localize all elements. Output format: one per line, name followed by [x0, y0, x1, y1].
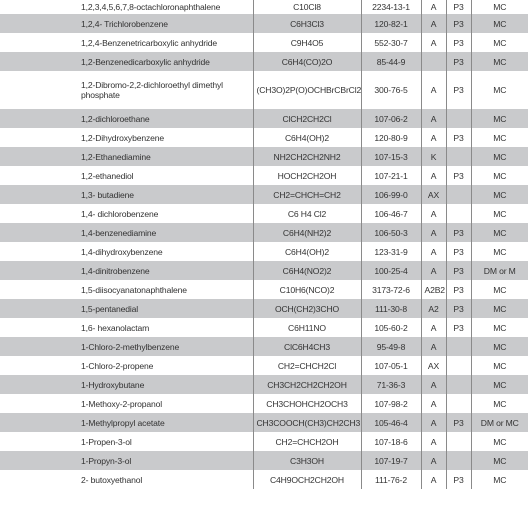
cell-class: A	[421, 204, 446, 223]
cell-method: MC	[471, 14, 528, 33]
cell-class: A	[421, 413, 446, 432]
cell-cas-number: 106-46-7	[361, 204, 421, 223]
table-row	[0, 413, 528, 432]
cell-chemical-name: 1,4-benzenediamine	[0, 223, 253, 242]
cell-method: MC	[471, 223, 528, 242]
cell-formula: C6H3Cl3	[253, 14, 361, 33]
cell-protection: P3	[446, 413, 471, 432]
table-row	[0, 166, 528, 185]
cell-method: MC	[493, 85, 507, 95]
table-row	[0, 147, 528, 166]
cell-protection: P3	[446, 223, 471, 242]
cell-method: MC	[471, 109, 528, 128]
cell-protection: P3	[446, 52, 471, 71]
cell-class: A	[421, 33, 446, 52]
table-row	[0, 128, 528, 147]
table-row	[0, 394, 528, 413]
cell-chemical-name: 1,2,4- Trichlorobenzene	[0, 14, 253, 33]
cell-class: A	[421, 166, 446, 185]
cell-chemical-name: 1-Chloro-2-propene	[0, 356, 253, 375]
cell-protection	[446, 356, 471, 375]
cell-method: MC	[493, 132, 507, 143]
cell-class: A2	[421, 299, 446, 318]
cell-method: MC	[493, 246, 507, 257]
cell-formula: C6H4(CO)2O	[253, 52, 361, 71]
cell-chemical-name: 1,5-diisocyanatonaphthalene	[0, 280, 253, 299]
table-row	[0, 318, 528, 337]
cell-method: MC	[493, 436, 507, 447]
cell-cas-number: 107-18-6	[361, 432, 421, 451]
table-row	[0, 280, 528, 299]
cell-cas-number: 3173-72-6	[361, 280, 421, 299]
table-row	[0, 52, 528, 71]
cell-cas-number: 107-19-7	[361, 451, 421, 470]
cell-method: DM or M	[471, 261, 528, 280]
cell-formula: C6H4(NO2)2	[253, 261, 361, 280]
cell-chemical-name: 1-Propyn-3-ol	[0, 451, 253, 470]
cell-protection: P3	[446, 318, 471, 337]
cell-class: A	[421, 242, 446, 261]
table-row	[0, 242, 528, 261]
cell-class: A2B2	[421, 280, 446, 299]
cell-chemical-name: 1,6- hexanolactam	[0, 318, 253, 337]
cell-chemical-name: 2- butoxyethanol	[0, 470, 253, 489]
cell-formula: C6H4(OH)2	[253, 242, 361, 261]
table-row	[0, 14, 528, 33]
cell-class: A	[421, 470, 446, 489]
table-row	[0, 185, 528, 204]
cell-cas-number: 71-36-3	[361, 375, 421, 394]
cell-chemical-name: 1-Methylpropyl acetate	[0, 413, 253, 432]
cell-formula: C10H6(NCO)2	[253, 280, 361, 299]
cell-method: MC	[493, 2, 507, 12]
table-row	[0, 375, 528, 394]
cell-class: AX	[421, 356, 446, 375]
cell-cas-number: 111-30-8	[361, 299, 421, 318]
cell-method: MC	[493, 284, 507, 295]
table-row	[0, 109, 528, 128]
cell-chemical-name: 1,2,4-Benzenetricarboxylic anhydride	[0, 33, 253, 52]
cell-method: MC	[493, 208, 507, 219]
cell-formula: C6H4(OH)2	[253, 128, 361, 147]
cell-protection: P3	[446, 242, 471, 261]
cell-cas-number: 106-50-3	[361, 223, 421, 242]
cell-class: AX	[421, 185, 446, 204]
cell-formula: C4H9OCH2CH2OH	[253, 470, 361, 489]
cell-method: MC	[471, 147, 528, 166]
cell-class: A	[421, 318, 446, 337]
cell-cas-number: 100-25-4	[361, 261, 421, 280]
cell-chemical-name: 1,3- butadiene	[0, 185, 253, 204]
cell-formula: ClCH2CH2Cl	[253, 109, 361, 128]
table-row	[0, 470, 528, 489]
cell-chemical-name: 1,2-Benzenedicarboxylic anhydride	[0, 52, 253, 71]
cell-formula: OCH(CH2)3CHO	[253, 299, 361, 318]
cell-cas-number: 552-30-7	[361, 33, 421, 52]
table-row	[0, 451, 528, 470]
table-row	[0, 299, 528, 318]
cell-chemical-name: 1,5-pentanedial	[0, 299, 253, 318]
cell-cas-number: 85-44-9	[361, 52, 421, 71]
cell-protection	[446, 204, 471, 223]
cell-protection	[446, 394, 471, 413]
cell-chemical-name: 1,4-dihydroxybenzene	[0, 242, 253, 261]
cell-method: DM or MC	[471, 413, 528, 432]
cell-formula: C10Cl8	[253, 0, 361, 14]
cell-formula: CH2=CHCH=CH2	[253, 185, 361, 204]
cell-class: A	[421, 375, 446, 394]
cell-class: A	[421, 128, 446, 147]
cell-chemical-name: 1,2,3,4,5,6,7,8-octachloronaphthalene	[0, 0, 253, 14]
cell-cas-number: 111-76-2	[361, 470, 421, 489]
cell-chemical-name: 1-Propen-3-ol	[0, 432, 253, 451]
cell-class: A	[421, 223, 446, 242]
cell-method: MC	[471, 299, 528, 318]
cell-protection	[446, 337, 471, 356]
cell-formula: CH3CHOHCH2OCH3	[253, 394, 361, 413]
cell-cas-number: 107-98-2	[361, 394, 421, 413]
cell-method: MC	[471, 375, 528, 394]
table-row	[0, 261, 528, 280]
table-row	[0, 71, 528, 109]
cell-protection: P3	[446, 14, 471, 33]
cell-chemical-name: 1,2-Ethanediamine	[0, 147, 253, 166]
cell-cas-number: 105-46-4	[361, 413, 421, 432]
cell-protection	[446, 147, 471, 166]
cell-formula: C3H3OH	[253, 451, 361, 470]
cell-protection: P3	[446, 280, 471, 299]
cell-class: A	[421, 0, 446, 14]
cell-chemical-name: 1,2-Dihydroxybenzene	[0, 128, 253, 147]
cell-formula: CH2=CHCH2Cl	[253, 356, 361, 375]
cell-chemical-name: 1,2-dichloroethane	[0, 109, 253, 128]
cell-protection: P3	[446, 166, 471, 185]
cell-cas-number: 105-60-2	[361, 318, 421, 337]
cell-cas-number: 123-31-9	[361, 242, 421, 261]
cell-formula: HOCH2CH2OH	[253, 166, 361, 185]
cell-cas-number: 120-82-1	[361, 14, 421, 33]
cell-formula: CH2=CHCH2OH	[253, 432, 361, 451]
cell-protection: P3	[446, 33, 471, 52]
table-row	[0, 223, 528, 242]
cell-protection	[446, 375, 471, 394]
cell-class: A	[421, 14, 446, 33]
cell-formula: CH3CH2CH2CH2OH	[253, 375, 361, 394]
cell-formula: C9H4O5	[253, 33, 361, 52]
cell-cas-number: 2234-13-1	[361, 0, 421, 14]
cell-cas-number: 107-21-1	[361, 166, 421, 185]
cell-method: MC	[493, 37, 507, 48]
cell-chemical-name: 1,4- dichlorobenzene	[0, 204, 253, 223]
cell-class: A	[421, 451, 446, 470]
cell-protection	[446, 451, 471, 470]
cell-method: MC	[493, 360, 507, 371]
cell-class: K	[421, 147, 446, 166]
cell-chemical-name: 1-Hydroxybutane	[0, 375, 253, 394]
cell-cas-number: 107-06-2	[361, 109, 421, 128]
table-row	[0, 337, 528, 356]
cell-formula: NH2CH2CH2NH2	[253, 147, 361, 166]
cell-chemical-name: 1,2-Dibromo-2,2-dichloroethyl dimethyl phosphate	[0, 71, 253, 109]
table-row	[0, 33, 528, 52]
cell-cas-number: 95-49-8	[361, 337, 421, 356]
cell-class: A	[421, 71, 446, 109]
cell-class: A	[421, 337, 446, 356]
cell-method: MC	[493, 170, 507, 181]
cell-protection	[446, 185, 471, 204]
cell-protection: P3	[446, 0, 471, 14]
cell-formula: ClC6H4CH3	[253, 337, 361, 356]
cell-class: A	[421, 432, 446, 451]
cell-protection	[446, 432, 471, 451]
cell-cas-number: 107-05-1	[361, 356, 421, 375]
cell-cas-number: 300-76-5	[361, 71, 421, 109]
table-row	[0, 432, 528, 451]
cell-chemical-name: 1-Chloro-2-methylbenzene	[0, 337, 253, 356]
cell-class: A	[421, 261, 446, 280]
cell-protection: P3	[446, 128, 471, 147]
cell-method: MC	[471, 337, 528, 356]
cell-cas-number: 120-80-9	[361, 128, 421, 147]
cell-class: A	[421, 109, 446, 128]
cell-class	[421, 52, 446, 71]
cell-chemical-name: 1-Methoxy-2-propanol	[0, 394, 253, 413]
cell-chemical-name: 1,2-ethanediol	[0, 166, 253, 185]
cell-method: MC	[471, 451, 528, 470]
table-row	[0, 0, 528, 14]
cell-method: MC	[493, 398, 507, 409]
cell-cas-number: 107-15-3	[361, 147, 421, 166]
table-row	[0, 204, 528, 223]
cell-class: A	[421, 394, 446, 413]
cell-protection: P3	[446, 299, 471, 318]
cell-formula: C6 H4 Cl2	[253, 204, 361, 223]
cell-method: MC	[471, 185, 528, 204]
cell-method: MC	[493, 322, 507, 333]
cell-cas-number: 106-99-0	[361, 185, 421, 204]
table-row	[0, 356, 528, 375]
cell-protection	[446, 109, 471, 128]
cell-protection: P3	[446, 261, 471, 280]
cell-formula: C6H4(NH2)2	[253, 223, 361, 242]
cell-formula: (CH3O)2P(O)OCHBrCBrCl2	[253, 71, 361, 109]
cell-method: MC	[471, 52, 528, 71]
cell-method: MC	[493, 474, 507, 485]
cell-protection: P3	[446, 71, 471, 109]
cell-formula: C6H11NO	[253, 318, 361, 337]
cell-formula: CH3COOCH(CH3)CH2CH3	[253, 413, 361, 432]
cell-chemical-name: 1,4-dinitrobenzene	[0, 261, 253, 280]
cell-protection: P3	[446, 470, 471, 489]
